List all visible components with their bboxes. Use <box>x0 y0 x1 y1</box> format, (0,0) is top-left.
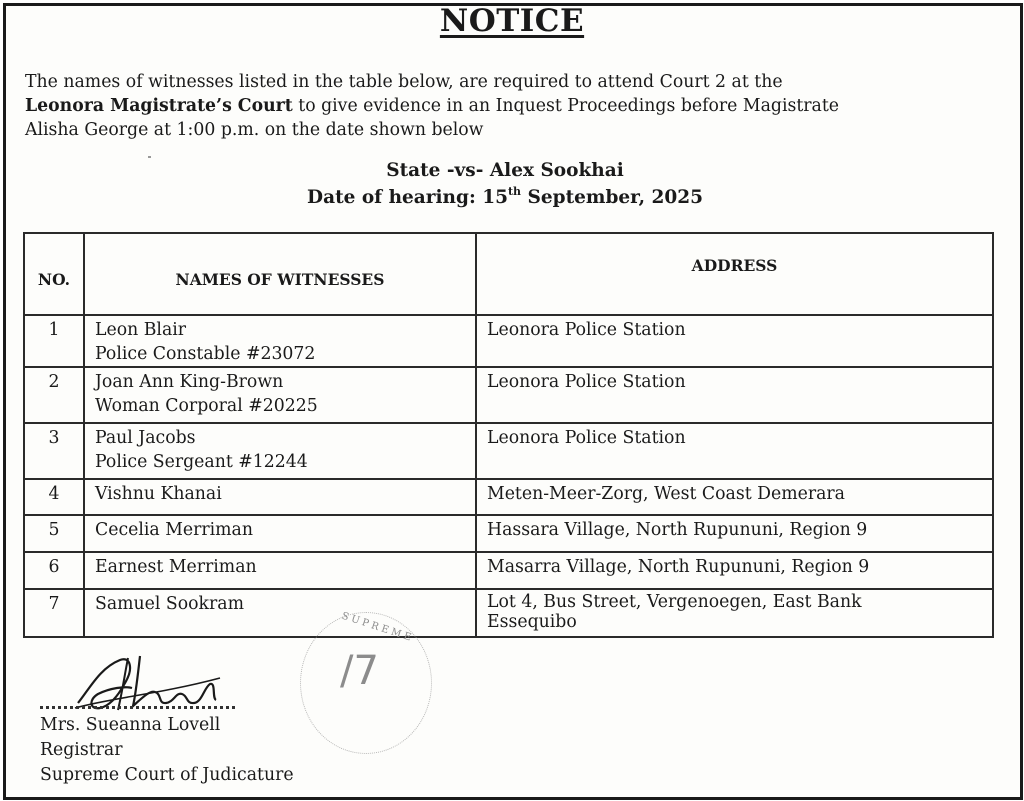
hearing-label: Date of hearing: 15 <box>307 187 508 208</box>
witness-cell <box>84 423 476 479</box>
witness-cell <box>84 367 476 423</box>
witness-name: Cecelia Merriman <box>84 515 476 552</box>
address-line-1: Lot 4, Bus Street, Vergenoegen, East Bank <box>487 592 862 612</box>
signatory-name: Mrs. Sueanna Lovell <box>40 715 221 735</box>
stamp-lettering: SUPREME <box>340 610 416 645</box>
intro-text-1: The names of witnesses listed in the table below, are required to attend Court 2 at the <box>25 72 783 92</box>
header-names: NAMES OF WITNESSES <box>84 233 476 315</box>
witness-name: Vishnu Khanai <box>84 479 476 515</box>
witness-rank: Police Sergeant #12244 <box>95 452 308 472</box>
table-row <box>24 315 993 367</box>
address-cell: Leonora Police Station <box>476 315 993 367</box>
address-cell <box>476 589 993 637</box>
signature-line <box>40 706 235 709</box>
intro-text-2: to give evidence in an Inquest Proceedings before Magistrate <box>298 96 840 116</box>
header-address: ADDRESS <box>476 233 993 315</box>
table-row <box>24 479 993 515</box>
signatory-title: Registrar <box>40 740 123 760</box>
intro-paragraph <box>25 70 990 142</box>
row-number: 4 <box>24 479 84 515</box>
witness-table <box>23 232 994 638</box>
row-number: 6 <box>24 552 84 589</box>
address-cell: Masarra Village, North Rupununi, Region 9 <box>476 552 993 589</box>
table-row <box>24 367 993 423</box>
row-number: 7 <box>24 589 84 637</box>
table-header-row <box>24 233 993 315</box>
witness-cell <box>84 315 476 367</box>
witness-name: Earnest Merriman <box>84 552 476 589</box>
witness-rank: Woman Corporal #20225 <box>95 396 318 416</box>
row-number: 1 <box>24 315 84 367</box>
address-cell: Hassara Village, North Rupununi, Region 9 <box>476 515 993 552</box>
address-cell: Meten-Meer-Zorg, West Coast Demerara <box>476 479 993 515</box>
address-cell: Leonora Police Station <box>476 423 993 479</box>
hearing-rest: September, 2025 <box>527 187 703 208</box>
witness-name: Leon Blair <box>95 320 187 340</box>
court-name: Leonora Magistrate’s Court <box>25 96 293 116</box>
table-row <box>24 515 993 552</box>
witness-rank: Police Constable #23072 <box>95 344 316 364</box>
table-row <box>24 423 993 479</box>
case-name: State -vs- Alex Sookhai <box>386 160 624 181</box>
signatory-organization: Supreme Court of Judicature <box>40 765 294 785</box>
witness-name: Paul Jacobs <box>95 428 196 448</box>
row-number: 3 <box>24 423 84 479</box>
page-title: NOTICE <box>439 3 585 39</box>
scan-speck <box>148 156 151 158</box>
signature-block <box>40 713 294 788</box>
hearing-date <box>0 185 1010 208</box>
row-number: 2 <box>24 367 84 423</box>
address-line-2: Essequibo <box>487 612 577 632</box>
hearing-ordinal: th <box>507 185 522 198</box>
witness-name: Joan Ann King-Brown <box>95 372 284 392</box>
table-row <box>24 589 993 637</box>
witness-name: Samuel Sookram <box>84 589 476 637</box>
header-no: NO. <box>24 233 84 315</box>
address-cell: Leonora Police Station <box>476 367 993 423</box>
row-number: 5 <box>24 515 84 552</box>
stamp-mark-icon: /7 <box>340 648 379 694</box>
intro-text-3: Alisha George at 1:00 p.m. on the date shown below <box>25 120 484 140</box>
table-row <box>24 552 993 589</box>
